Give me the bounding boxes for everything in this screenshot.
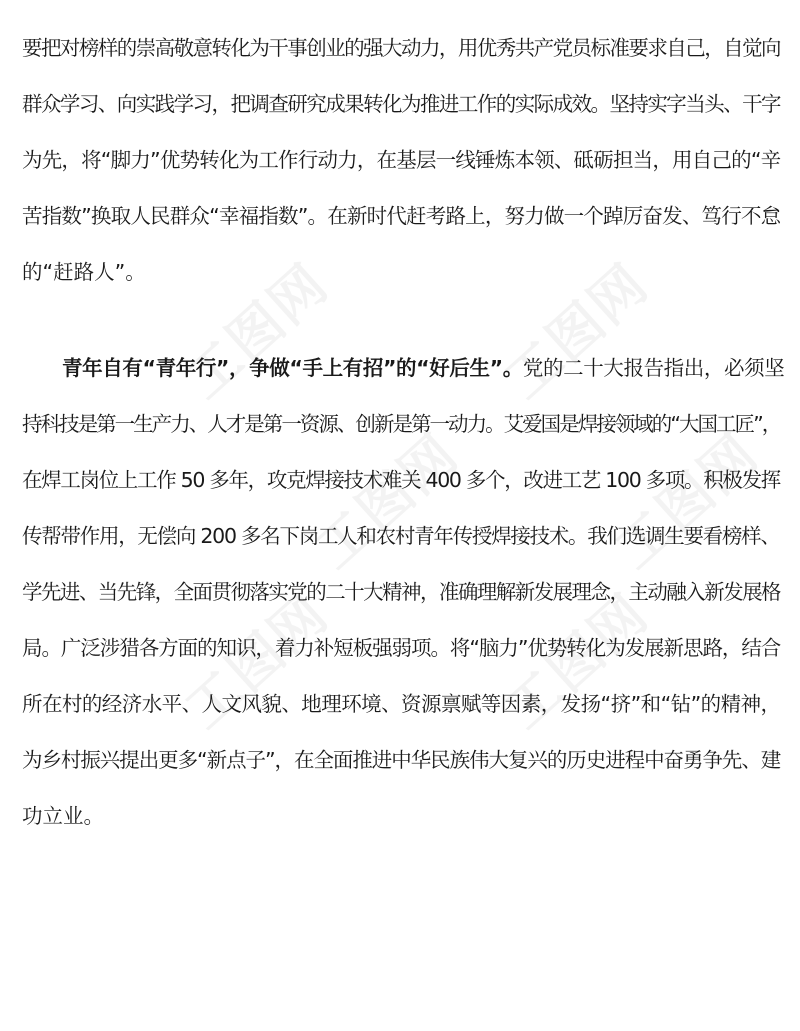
text-line: 要把对榜样的崇高敬意转化为干事创业的强大动力，用优秀共产党员标准要求自己，自觉向 xyxy=(22,36,780,60)
watermark-stamp xyxy=(296,414,472,584)
watermark-stamp xyxy=(166,244,342,414)
text-line: 功立业。 xyxy=(22,804,104,828)
text-line: 持科技是第一生产力、人才是第一资源、创新是第一动力。艾爱国是焊接领域的“大国工匠”， xyxy=(22,412,781,436)
text-line: 所在村的经济水平、人文风貌、地理环境、资源禀赋等因素，发扬“挤”和“钻”的精神， xyxy=(22,692,781,716)
text-line: 局。广泛涉猎各方面的知识，着力补短板强弱项。将“脑力”优势转化为发展新思路，结合 xyxy=(22,636,781,660)
text-line: 为先，将“脚力”优势转化为工作行动力，在基层一线锤炼本领、砥砺担当，用自己的“辛 xyxy=(22,148,781,172)
text-line: 在焊工岗位上工作 50 多年，攻克焊接技术难关 400 多个，改进工艺 100 多项。积极发挥 xyxy=(22,468,780,492)
text-line: 学先进、当先锋，全面贯彻落实党的二十大精神，准确理解新发展理念，主动融入新发展格 xyxy=(22,580,780,604)
text-line: 的“赶路人”。 xyxy=(22,260,146,284)
paragraph-heading: 青年自有“青年行”，争做“手上有招”的“好后生”。 xyxy=(62,356,523,380)
text-line: 苦指数”换取人民群众“幸福指数”。在新时代赶考路上，努力做一个踔厉奋发、笃行不怠 xyxy=(22,204,781,228)
watermark-stamp xyxy=(596,414,772,584)
paragraph-text: 党的二十大报告指出，必须坚 xyxy=(522,356,785,380)
watermark-stamp xyxy=(486,244,662,414)
text-line: 群众学习、向实践学习，把调查研究成果转化为推进工作的实际成效。坚持实字当头、干字 xyxy=(22,92,780,116)
text-line: 传帮带作用，无偿向 200 多名下岗工人和农村青年传授焊接技术。我们选调生要看榜样、 xyxy=(22,524,780,548)
text-line: 为乡村振兴提出更多“新点子”，在全面推进中华民族伟大复兴的历史进程中奋勇争先、建 xyxy=(22,748,781,772)
text-line-first xyxy=(62,353,784,383)
